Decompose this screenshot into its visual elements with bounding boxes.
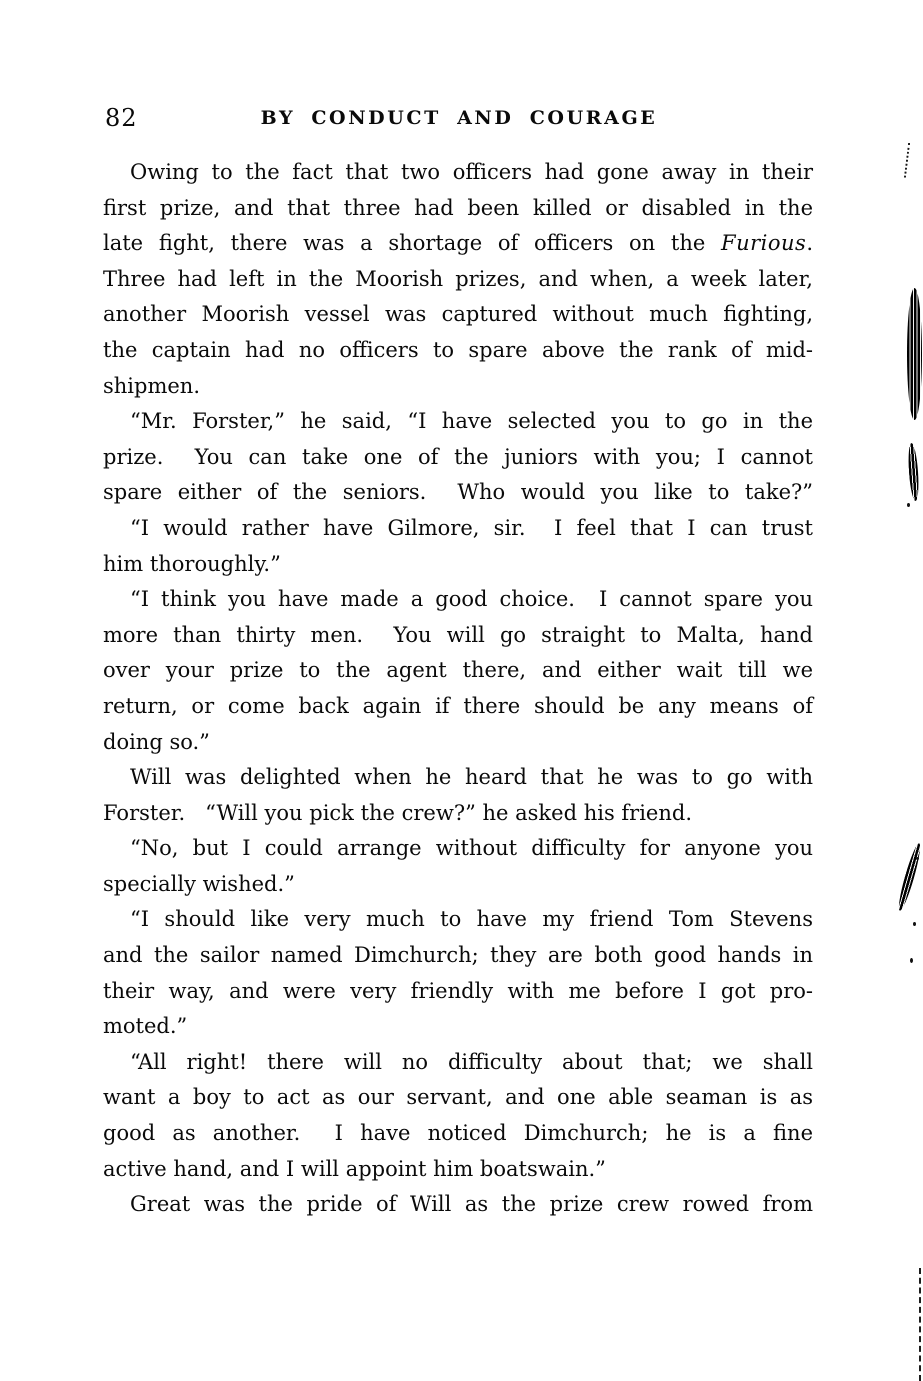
scan-artifact-speck	[907, 503, 910, 507]
page-header	[103, 104, 815, 136]
text-line: Owing to the fact that two officers had gone away in their	[130, 160, 813, 184]
scan-artifact-speck	[913, 922, 916, 926]
text-line: good as another. I have noticed Dimchurch; he is a fine	[103, 1121, 813, 1146]
text-line: specially wished.”	[103, 871, 295, 896]
paragraph	[103, 155, 813, 404]
text-line: the captain had no officers to spare above the rank of mid-	[103, 337, 813, 362]
text-line: Will was delighted when he heard that he was to go with	[130, 765, 813, 790]
text-line: “I would rather have Gilmore, sir. I feel that I can trust	[130, 515, 813, 540]
running-title: BY CONDUCT AND COURAGE	[260, 107, 658, 129]
scan-artifact-page-edge	[919, 1268, 921, 1381]
text-line: over your prize to the agent there, and either wait till we	[103, 658, 813, 683]
scan-artifact-blob-large	[907, 288, 922, 420]
paragraph	[103, 902, 813, 1044]
text-line: “I should like very much to have my friend Tom Stevens	[130, 907, 813, 932]
text-line: late fight, there was a shortage of officers on the Furious.	[103, 231, 813, 256]
text-line: Great was the pride of Will as the prize crew rowed from	[130, 1192, 813, 1217]
text-line: their way, and were very friendly with me before I got pro-	[103, 978, 813, 1003]
text-line: Three had left in the Moorish prizes, and when, a week later,	[103, 266, 813, 291]
text-line: more than thirty men. You will go straight to Malta, hand	[103, 622, 813, 647]
text-line: shipmen.	[103, 373, 201, 398]
paragraph	[103, 760, 813, 831]
text-line: “All right! there will no difficulty about that; we shall	[130, 1049, 813, 1074]
scan-artifact-speck	[916, 857, 919, 860]
paragraph	[103, 831, 813, 902]
text-line: spare either of the seniors. Who would you like to take?”	[103, 480, 813, 505]
text-line: and the sailor named Dimchurch; they are both good hands in	[103, 943, 813, 968]
paragraph	[103, 1045, 813, 1187]
text-line: doing so.”	[103, 729, 210, 754]
text-line: “I think you have made a good choice. I cannot spare you	[130, 587, 813, 612]
paragraph	[103, 1187, 813, 1223]
body-text	[103, 155, 813, 1223]
text-line: active hand, and I will appoint him boatswain.”	[103, 1156, 606, 1181]
text-line: him thoroughly.”	[103, 551, 281, 576]
text-line: want a boy to act as our servant, and one able seaman is as	[103, 1085, 813, 1110]
paragraph	[103, 582, 813, 760]
text-line: first prize, and that three had been killed or disabled in the	[103, 195, 813, 220]
text-line: moted.”	[103, 1014, 188, 1039]
text-line: return, or come back again if there should be any means of	[103, 693, 813, 718]
text-line: Forster. “Will you pick the crew?” he asked his friend.	[103, 800, 692, 825]
paragraph	[103, 511, 813, 582]
text-line: “Mr. Forster,” he said, “I have selected you to go in the	[130, 409, 813, 434]
scan-artifact-squiggle	[904, 143, 914, 178]
scan-artifact-speck	[910, 958, 913, 963]
paragraph	[103, 404, 813, 511]
scan-artifact-diagonal	[896, 842, 923, 912]
page-number: 82	[105, 104, 138, 132]
text-line: another Moorish vessel was captured without much fighting,	[103, 302, 813, 327]
text-line: prize. You can take one of the juniors with you; I cannot	[103, 444, 813, 469]
scan-artifact-blob-small	[907, 443, 920, 501]
text-line: “No, but I could arrange without difficulty for anyone you	[130, 836, 813, 861]
